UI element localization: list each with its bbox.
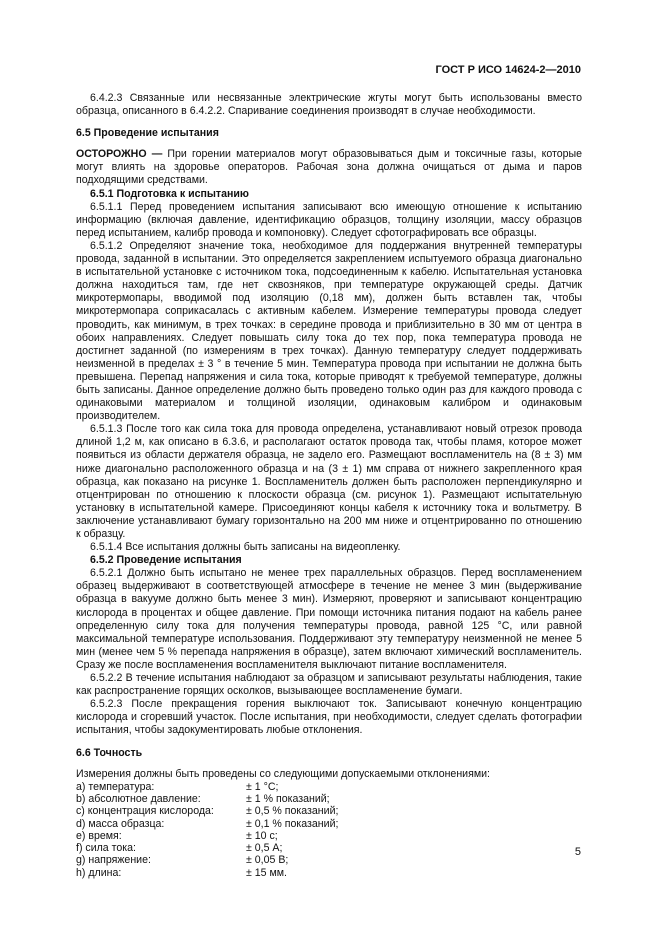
paragraph-6-5-2-2: 6.5.2.2 В течение испытания наблюдают за образцом и записывают результаты наблюдения, такие как распространение горящих осколков, вызывающее воспламенение бумаги. [76,672,582,698]
paragraph-6-5-1-4: 6.5.1.4 Все испытания должны быть записаны на видеопленку. [90,541,401,554]
document-body [76,92,582,879]
paragraph-6-5-2-1: 6.5.2.1 Должно быть испытано не менее трех параллельных образцов. Перед воспламенением образец выдерживают в соответствующей атмосфере в течение не менее 3 мин (выдерживание образца в вакууме должно быть менее 3 мин). Измеряют, проверяют и записывают концентрацию кислорода в процентах и общее давление. При помощи источника питания подают на кабель ранее определенную силу тока для получения температуры провода, равной 125 °С, или равной максимальной температуре использования. Поддерживают эту температуру неизменной не менее 5 мин (менее чем 5 % перепада напряжения в образце), затем включают химический воспламенитель. Сразу же после воспламенения воспламенителя выключают питание воспламенителя. [76,567,582,671]
tolerance-value: ± 15 мм. [246,866,287,879]
page-number: 5 [574,846,581,858]
tolerance-row [76,854,338,866]
heading-6-5: 6.5 Проведение испытания [76,127,219,140]
paragraph-6-4-2-3: 6.4.2.3 Связанные или несвязанные электрические жгуты могут быть использованы вместо образца, описанного в 6.4.2.2. Спаривание соединения производят в случае необходимости. [76,92,582,118]
tolerance-value: ± 0,1 % показаний; [246,817,339,830]
tolerance-row [76,793,338,805]
tolerance-label: d) масса образца: [76,817,165,830]
tolerance-value: ± 1 % показаний; [246,792,330,805]
heading-6-6: 6.6 Точность [76,746,143,759]
tolerance-row [76,781,338,793]
tolerance-row [76,867,338,879]
warning-lead: ОСТОРОЖНО — [76,148,163,161]
tolerance-value: ± 0,5 % показаний; [246,805,339,818]
heading-6-5-2: 6.5.2 Проведение испытания [90,554,242,567]
tolerance-row [76,805,338,817]
tolerance-label: c) концентрация кислорода: [76,805,214,818]
tolerance-row [76,842,338,854]
document-header: ГОСТ Р ИСО 14624-2—2010 [435,64,581,76]
tolerance-label: a) температура: [76,780,155,793]
paragraph-6-6-intro: Измерения должны быть проведены со следующими допускаемыми отклонениями: [76,767,490,780]
tolerance-row [76,818,338,830]
tolerance-value: ± 0,05 В; [246,854,289,867]
tolerance-label: h) длина: [76,866,122,879]
tolerance-label: b) абсолютное давление: [76,792,201,805]
tolerance-label: f) сила тока: [76,842,136,855]
warning-paragraph [76,148,582,187]
tolerance-row [76,830,338,842]
tolerance-value: ± 10 с; [246,829,278,842]
tolerance-label: g) напряжение: [76,854,151,867]
tolerance-value: ± 1 °С; [246,780,279,793]
heading-6-5-1: 6.5.1 Подготовка к испытанию [90,187,249,200]
paragraph-6-5-2-3: 6.5.2.3 После прекращения горения выключают ток. Записывают конечную концентрацию кислорода и сгоревший участок. После испытания, при необходимости, следует сделать фотографии испытания, чтобы задокументировать любые отклонения. [76,698,582,737]
warning-text: При горении материалов могут образовываться дым и токсичные газы, которые могут влиять на здоровье операторов. Рабочая зона должна очищаться от дыма и паров подходящими средствами. [76,148,582,187]
tolerance-table [76,781,338,879]
tolerance-value: ± 0,5 А; [246,842,283,855]
paragraph-6-5-1-2: 6.5.1.2 Определяют значение тока, необходимое для поддержания внутренней температуры провода, заданной в испытании. Это определяется закреплением испытуемого образца диагонально в испытательной установке с источником тока, подсоединенным к кабелю. Испытательная установка должна находиться там, где нет сквозняков, при температуре окружающей среды. Датчик микротермопары, вводимой под изоляцию (0,18 мм), должен быть вставлен так, чтобы микротермопара соприкасалась с активным кабелем. Измерение температуры провода следует проводить, как минимум, в трех точках: в середине провода и приблизительно в 30 мм от центра в обоих направлениях. Следует повышать силу тока до тех пор, пока температура провода не достигнет заданной (по измерениям в трех точках). Данную температуру следует поддерживать неизменной в пределах ± 3 ° в течение 5 мин. Температура провода при испытании не должна быть превышена. Перепад напряжения и сила тока, которые приводят к требуемой температуре, должны быть записаны. Данное определение должно быть проведено только один раз для каждого провода с одинаковыми материалом и толщиной изоляции, одинаковым калибром и одинаковым производителем. [76,239,582,423]
tolerance-label: e) время: [76,829,122,842]
paragraph-6-5-1-3: 6.5.1.3 После того как сила тока для провода определена, устанавливают новый отрезок провода длиной 1,2 м, как описано в 6.3.6, и располагают остаток провода так, чтобы пламя, которое может появиться из области держателя образца, не задело его. Размещают воспламенитель на (8 ± 3) мм ниже диагонально расположенного образца и на (3 ± 1) мм справа от нижнего закрепленного края образца, как показано на рисунке 1. Воспламенитель должен быть расположен перпендикулярно и отцентрирован по отношению к плоскости образца (см. рисунок 1). Размещают испытательную установку в испытательной камере. Присоединяют концы кабеля к источнику тока и вольтметру. В заключение устанавливают бумагу горизонтально на 200 мм ниже и отцентрированно по отношению к образцу. [76,423,582,540]
paragraph-6-5-1-1: 6.5.1.1 Перед проведением испытания записывают всю имеющую отношение к испытанию информацию (включая давление, идентификацию образцов, толщину изоляции, массу образцов перед испытанием, калибр провода и компоновку). Следует сфотографировать все образцы. [76,200,582,239]
